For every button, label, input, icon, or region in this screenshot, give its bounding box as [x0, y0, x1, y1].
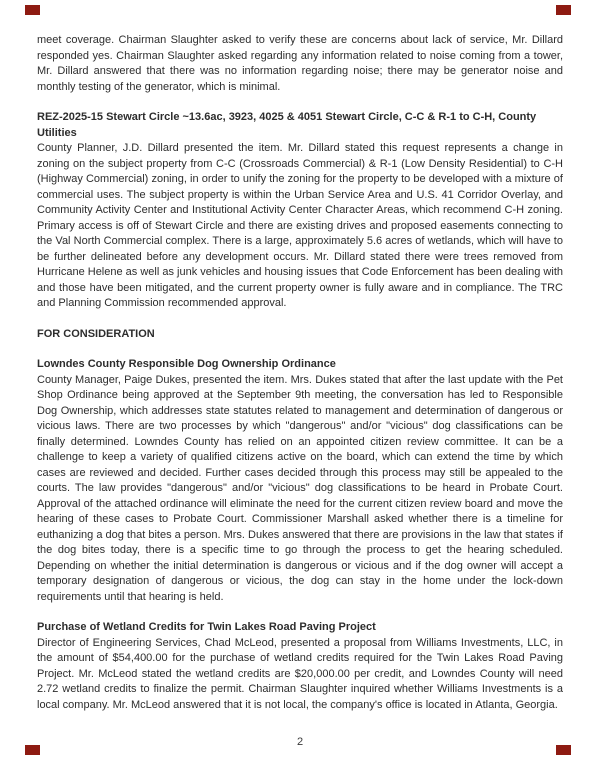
corner-marker-top-left	[25, 5, 40, 15]
heading-rez-2025-15-stewart-circle: REZ-2025-15 Stewart Circle ~13.6ac, 3923, 4025 & 4051 Stewart Circle, C-C & R-1 to C-H, County Utilities	[37, 111, 537, 139]
paragraph-tower-noise: meet coverage. Chairman Slaughter asked to verify these are concerns about lack of service, Mr. Dillard responded yes. Chairman Slaughter asked regarding any information related to noise coming from a tower, Mr. Dillard answered that there was no information regarding noise; there may be generator noise and monthly testing of the generator, which is minimal.	[37, 34, 563, 93]
heading-for-consideration: FOR CONSIDERATION	[37, 327, 155, 340]
paragraph-rez-2025-15-details: County Planner, J.D. Dillard presented the item. Mr. Dillard stated this request represents a change in zoning on the subject property from C-C (Crossroads Commercial) & R-1 (Low Density Residential) to C-H (Highway Commercial) zoning, in order to unify the zoning for the property to be developed with a mixture of commercial uses. The subject property is within the Urban Service Area and U.S. 41 Corridor Overlay, and Community Activity Center and Institutional Activity Center Character Areas, which recommend C-H zoning. Primary access is off of Stewart Circle and there are existing drives and proposed easements connecting to the Val North Commercial complex. There is a large, approximately 5.6 acres of wetlands, which will have to be further delineated before any development occurs. Mr. Dillard stated there were trees removed from Hurricane Helene as well as junk vehicles and housing issues that Code Enforcement has been dealing with and those have been mitigated, and the current property owner is fully aware and in compliance. The TRC and Planning Commission recommended approval.	[37, 142, 563, 309]
corner-marker-bottom-right	[556, 745, 571, 755]
paragraph-wetland-credits-details: Director of Engineering Services, Chad McLeod, presented a proposal from Williams Investments, LLC, in the amount of $54,400.00 for the purchase of wetland credits required for the Twin Lakes Road Paving Project. Mr. McLeod stated the wetland credits are $20,000.00 per credit, and Lowndes County will need 2.72 wetland credits to finalize the permit. Chairman Slaughter inquired whether Williams Investments is a local company. Mr. McLeod answered that it is not local, the company's office is located in Atlanta, Georgia.	[37, 636, 563, 711]
corner-marker-bottom-left	[25, 745, 40, 755]
page-number: 2	[296, 736, 304, 748]
paragraph-dog-ownership-details: County Manager, Paige Dukes, presented the item. Mrs. Dukes stated that after the last update with the Pet Shop Ordinance being approved at the September 9th meeting, the conversation has led to Responsible Dog Ownership, which addresses state statutes related to management and determination of dangerous or vicious laws. There are two processes by which "dangerous" and/or "vicious" dog classifications can be finally determined. Lowndes County has relied on an appointed citizen review committee. It can be a challenge to keep a variety of qualified citizens active on the board, which can extend the time by which cases are reviewed and decided. Further cases decided through this process may still be appealed to the courts. The law provides "dangerous" and/or "vicious" dog classifications to be heard in Probate Court. Approval of the attached ordinance will eliminate the need for the current citizen review board and move the hearing of these cases to Probate Court. Commissioner Marshall asked whether there is a timeline for euthanizing a dog that bites a person. Mrs. Dukes answered that there are provisions in the law that states if the dog bites today, there is a specific time to go through the process to get the hearing scheduled. Depending on whether the initial determination is dangerous or vicious and if the dog owner will accept a temporary designation of dangerous or vicious, the dog can stay in the home under the lock-down requirements until that hearing is held.	[37, 373, 563, 603]
corner-marker-top-right	[556, 5, 571, 15]
heading-wetland-credits: Purchase of Wetland Credits for Twin Lakes Road Paving Project	[37, 621, 376, 633]
heading-dog-ownership-ordinance: Lowndes County Responsible Dog Ownership Ordinance	[37, 358, 336, 370]
